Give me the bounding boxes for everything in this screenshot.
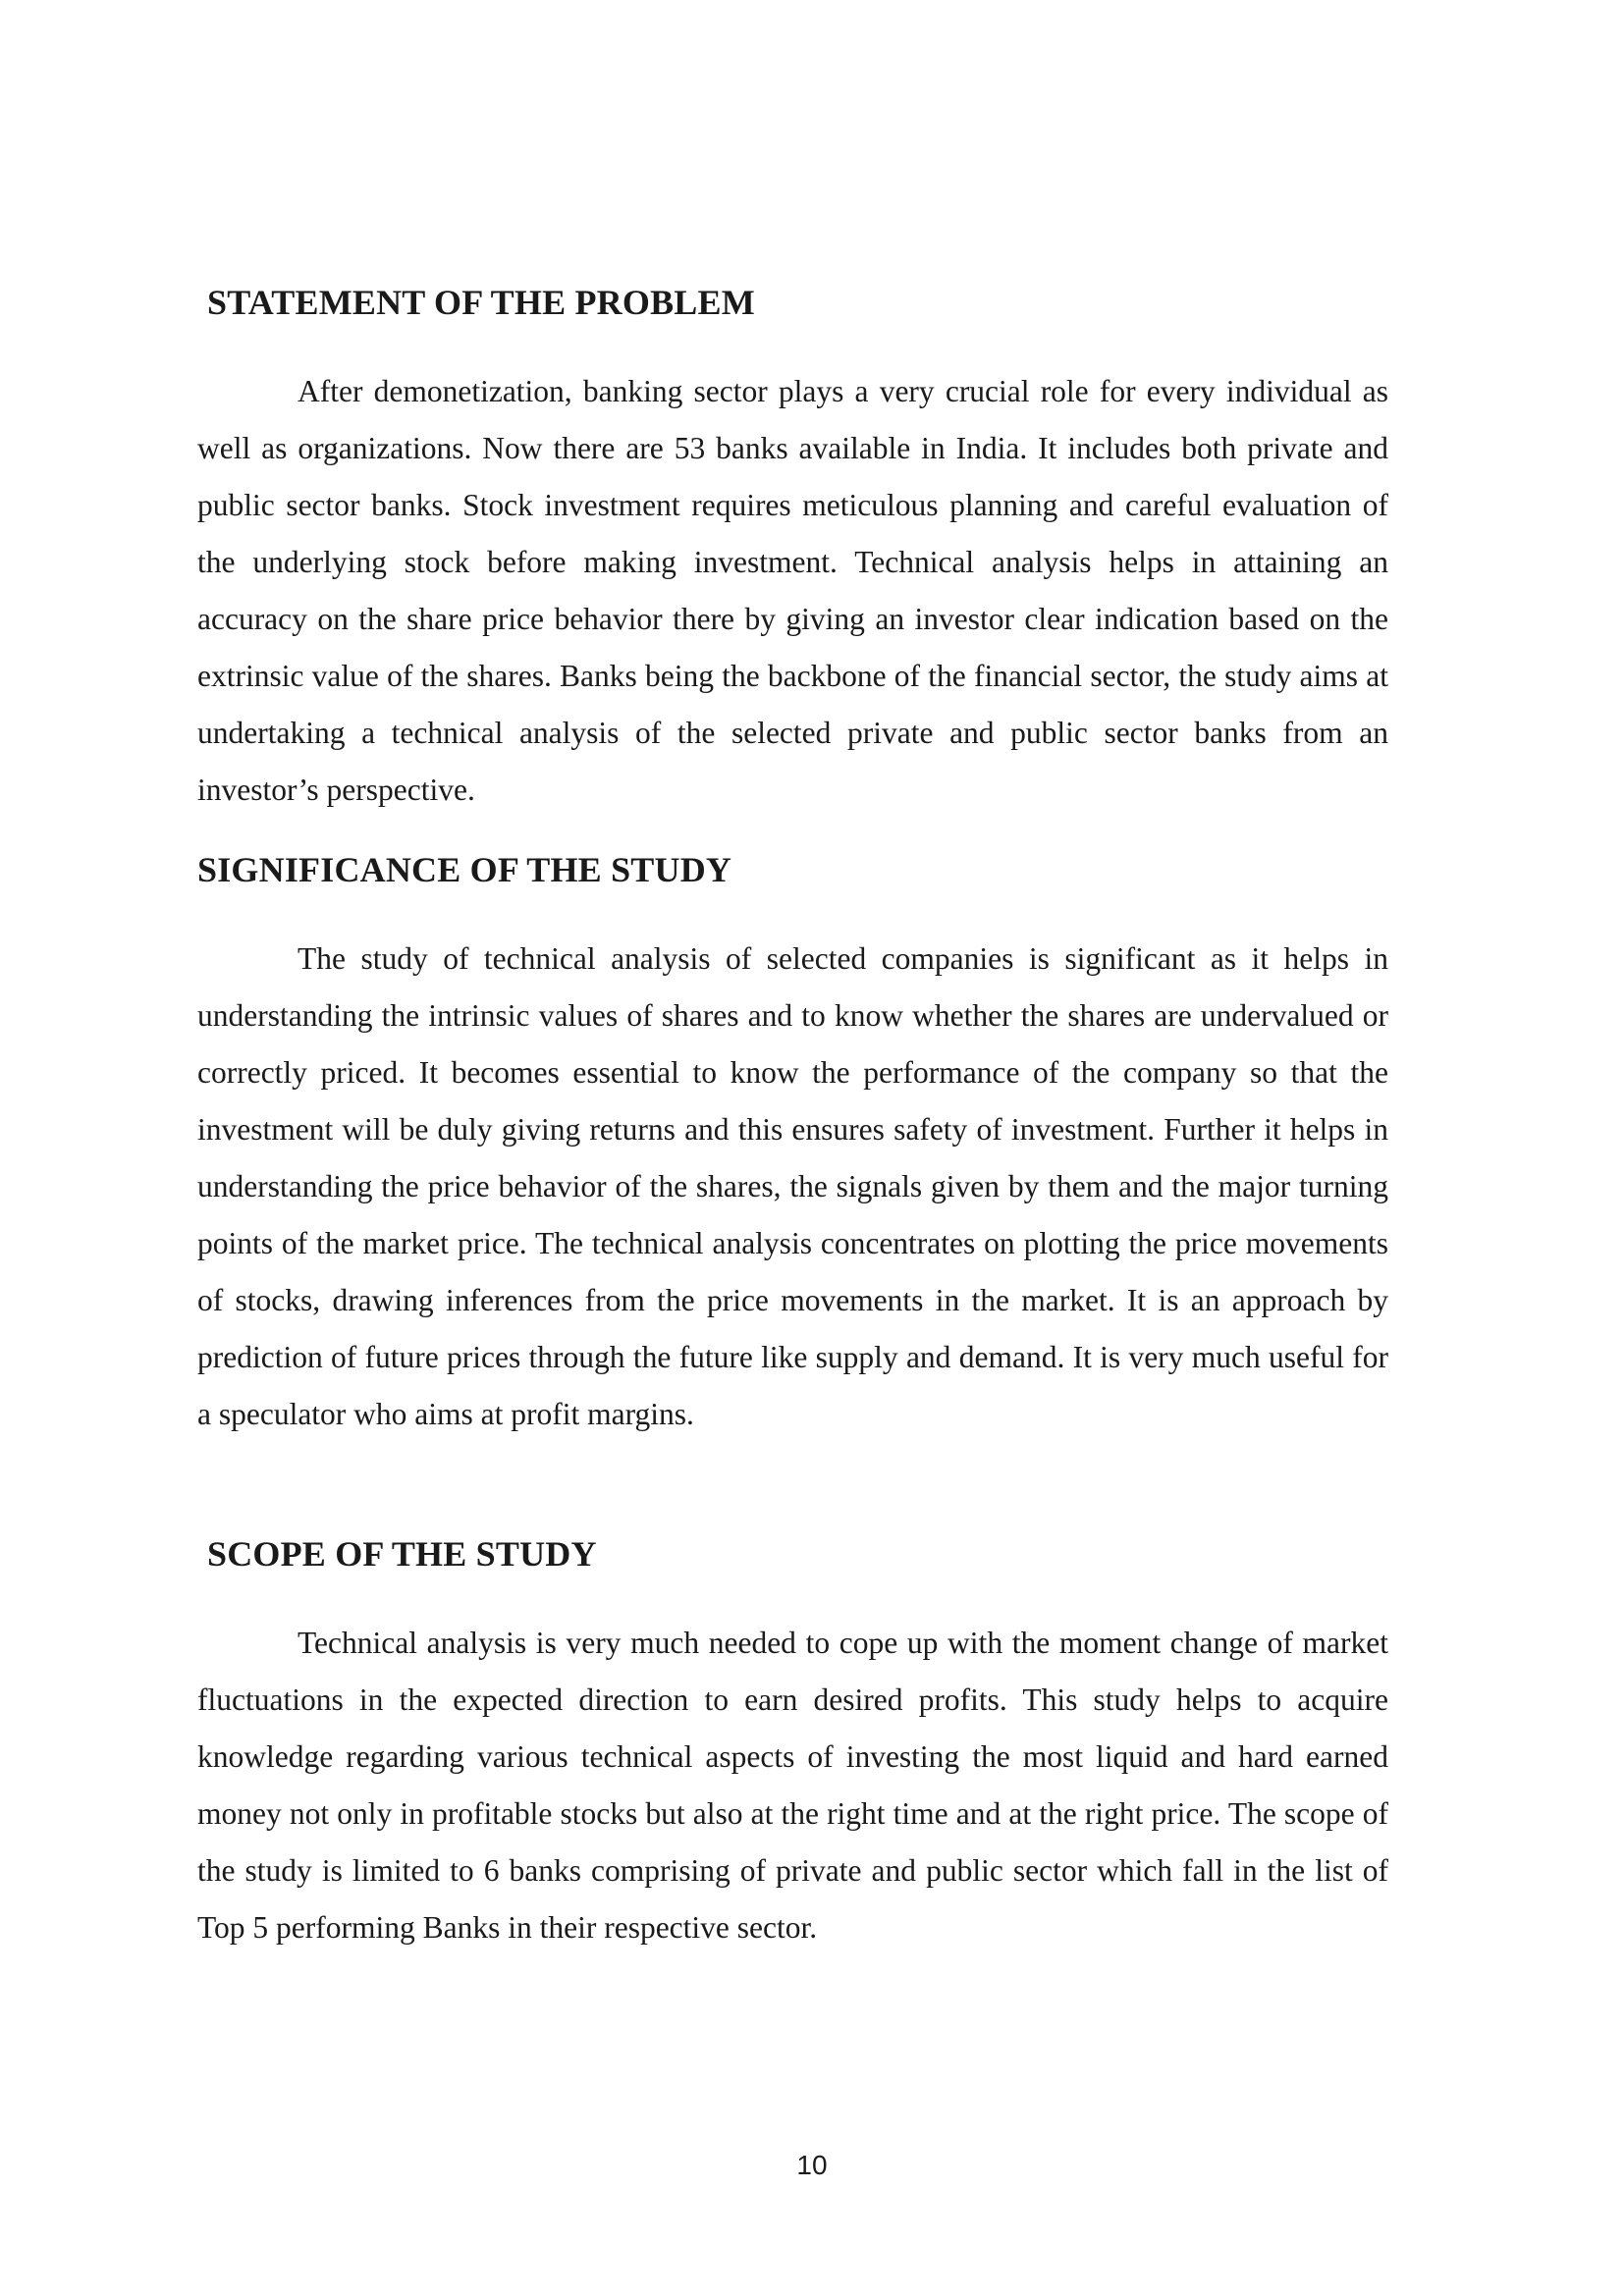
section-paragraph: Technical analysis is very much needed to cope up with the moment change of market fluctuations in the expected direction to earn desired profits. This study helps to acquire knowledge regarding various technical aspects of investing the most liquid and hard earned money not only in profitable stocks but also at the right time and at the right price. The scope of the study is limited to 6 banks comprising of private and public sector which fall in the list of Top 5 performing Banks in their respective sector.	[197, 1626, 1388, 1945]
section-paragraph: After demonetization, banking sector plays a very crucial role for every individual as well as organizations. Now there are 53 banks available in India. It includes both private and public sector banks. Stock investment requires meticulous planning and careful evaluation of the underlying stock before making investment. Technical analysis helps in attaining an accuracy on the share price behavior there by giving an investor clear indication based on the extrinsic value of the shares. Banks being the backbone of the financial sector, the study aims at undertaking a technical analysis of the selected private and public sector banks from an investor’s perspective.	[197, 374, 1388, 807]
page-number: 10	[796, 2150, 828, 2180]
section-heading: SIGNIFICANCE OF THE STUDY	[197, 850, 732, 889]
section-statement-of-problem	[197, 283, 1388, 819]
section-significance-of-study	[197, 850, 1388, 1443]
section-paragraph: The study of technical analysis of selected companies is significant as it helps in understanding the intrinsic values of shares and to know whether the shares are undervalued or correctly priced. It becomes essential to know the performance of the company so that the investment will be duly giving returns and this ensures safety of investment. Further it helps in understanding the price behavior of the shares, the signals given by them and the major turning points of the market price. The technical analysis concentrates on plotting the price movements of stocks, drawing inferences from the price movements in the market. It is an approach by prediction of future prices through the future like supply and demand. It is very much useful for a speculator who aims at profit margins.	[197, 941, 1388, 1431]
section-scope-of-study	[197, 1534, 1388, 1956]
section-heading: STATEMENT OF THE PROBLEM	[207, 283, 755, 322]
section-heading: SCOPE OF THE STUDY	[207, 1534, 597, 1574]
